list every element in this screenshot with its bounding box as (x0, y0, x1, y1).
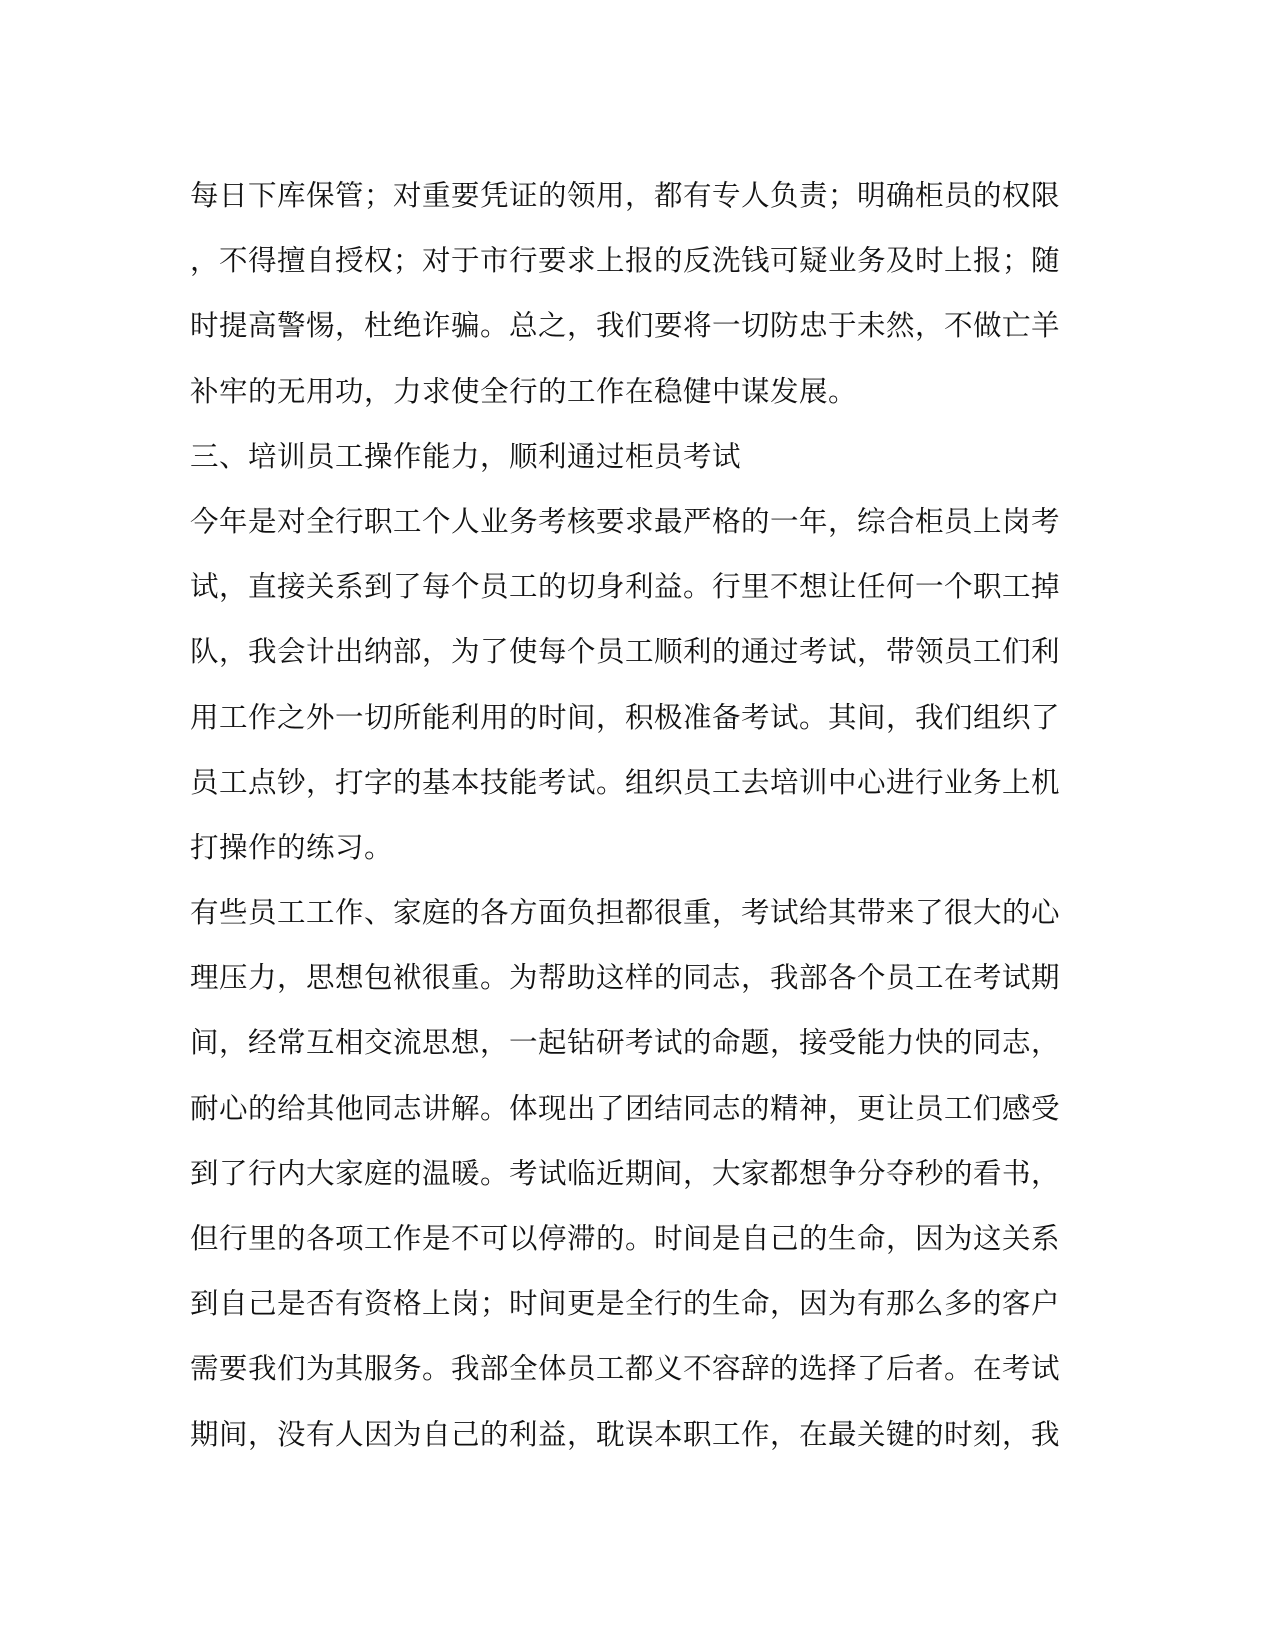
section-heading: 三、培训员工操作能力，顺利通过柜员考试 (190, 439, 742, 473)
text-line: 到了行内大家庭的温暖。考试临近期间，大家都想争分夺秒的看书， (190, 1156, 1061, 1190)
text-line: 时提高警惕，杜绝诈骗。总之，我们要将一切防忠于未然，不做亡羊 (190, 309, 1061, 343)
text-line: 补牢的无用功，力求使全行的工作在稳健中谋发展。 (190, 374, 858, 408)
text-line: ，不得擅自授权；对于市行要求上报的反洗钱可疑业务及时上报；随 (190, 244, 1061, 278)
text-line: 理压力，思想包袱很重。为帮助这样的同志，我部各个员工在考试期 (190, 961, 1061, 995)
text-line: 员工点钞，打字的基本技能考试。组织员工去培训中心进行业务上机 (190, 765, 1061, 799)
text-line: 耐心的给其他同志讲解。体现出了团结同志的精神，更让员工们感受 (190, 1091, 1061, 1125)
text-line: 期间，没有人因为自己的利益，耽误本职工作，在最关键的时刻，我 (190, 1417, 1061, 1451)
text-line: 到自己是否有资格上岗；时间更是全行的生命，因为有那么多的客户 (190, 1287, 1061, 1321)
text-line: 打操作的练习。 (190, 830, 394, 864)
text-line: 间，经常互相交流思想，一起钻研考试的命题，接受能力快的同志， (190, 1026, 1061, 1060)
document-body (190, 163, 1070, 1467)
text-line: 有些员工工作、家庭的各方面负担都很重，考试给其带来了很大的心 (190, 896, 1061, 930)
text-line: 今年是对全行职工个人业务考核要求最严格的一年，综合柜员上岗考 (190, 504, 1061, 538)
text-line: 试，直接关系到了每个员工的切身利益。行里不想让任何一个职工掉 (190, 570, 1061, 604)
text-line: 每日下库保管；对重要凭证的领用，都有专人负责；明确柜员的权限 (190, 179, 1061, 212)
text-line: 但行里的各项工作是不可以停滞的。时间是自己的生命，因为这关系 (190, 1222, 1061, 1255)
text-line: 用工作之外一切所能利用的时间，积极准备考试。其间，我们组织了 (190, 700, 1061, 734)
text-line: 队，我会计出纳部，为了使每个员工顺利的通过考试，带领员工们利 (190, 635, 1061, 669)
text-line: 需要我们为其服务。我部全体员工都义不容辞的选择了后者。在考试 (190, 1352, 1061, 1386)
